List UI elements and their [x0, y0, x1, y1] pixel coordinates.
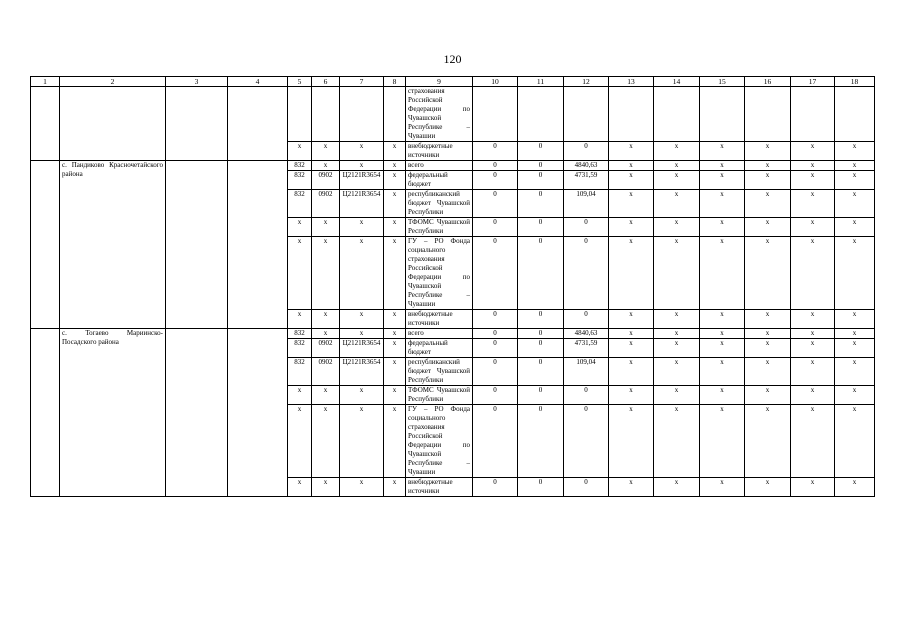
cell-target-code: Ц2121R3654: [340, 171, 384, 190]
cell-col14: х: [654, 329, 700, 339]
cell-col14: х: [654, 405, 700, 478]
cell-col17: х: [791, 237, 835, 310]
cell-funding-source: республиканский бюджет Чувашской Республики: [406, 190, 473, 218]
cell-target-code: Ц2121R3654: [340, 190, 384, 218]
header-cell-12: 12: [564, 77, 609, 87]
cell-admin-code: х: [288, 218, 312, 237]
cell-col16: х: [745, 190, 791, 218]
cell-admin-code: х: [288, 142, 312, 161]
cell-col18: [835, 87, 875, 142]
cell-col18: х: [835, 358, 875, 386]
cell-funding-source: федеральный бюджет: [406, 171, 473, 190]
cell-col10: 0: [473, 339, 518, 358]
cell-col12: 109,04: [564, 190, 609, 218]
cell-col18: х: [835, 329, 875, 339]
header-cell-16: 16: [745, 77, 791, 87]
cell-target-code: х: [340, 478, 384, 497]
cell-col14: х: [654, 161, 700, 171]
cell-col11: 0: [518, 190, 564, 218]
cell-col13: х: [609, 237, 654, 310]
cell-col11: 0: [518, 237, 564, 310]
cell-col15: х: [700, 142, 745, 161]
header-cell-10: 10: [473, 77, 518, 87]
cell-col18: х: [835, 161, 875, 171]
cell-section-code: х: [312, 478, 340, 497]
cell-col11: 0: [518, 310, 564, 329]
cell-expense-type: х: [384, 218, 406, 237]
cell-col18: х: [835, 386, 875, 405]
cell-col18: х: [835, 218, 875, 237]
cell-admin-code: х: [288, 237, 312, 310]
cell-col11: 0: [518, 339, 564, 358]
header-cell-3: 3: [166, 77, 228, 87]
cell-admin-code: [288, 87, 312, 142]
header-cell-6: 6: [312, 77, 340, 87]
cell-admin-code: 832: [288, 171, 312, 190]
cell-col16: х: [745, 171, 791, 190]
cell-section-code: х: [312, 310, 340, 329]
cell-col15: х: [700, 237, 745, 310]
cell-col16: х: [745, 329, 791, 339]
cell-col13: х: [609, 161, 654, 171]
cell-target-code: х: [340, 161, 384, 171]
cell-col1: [31, 87, 60, 161]
cell-section-code: 0902: [312, 339, 340, 358]
cell-expense-type: х: [384, 386, 406, 405]
cell-section-code: х: [312, 386, 340, 405]
cell-col16: х: [745, 339, 791, 358]
cell-col12: 0: [564, 142, 609, 161]
header-cell-11: 11: [518, 77, 564, 87]
cell-col16: х: [745, 478, 791, 497]
cell-admin-code: 832: [288, 161, 312, 171]
locality-name: с. Тогаево Мариинско-Посадского района: [60, 329, 166, 497]
cell-section-code: 0902: [312, 190, 340, 218]
header-cell-4: 4: [228, 77, 288, 87]
cell-admin-code: х: [288, 386, 312, 405]
cell-expense-type: [384, 87, 406, 142]
cell-col13: х: [609, 405, 654, 478]
cell-col10: 0: [473, 171, 518, 190]
header-cell-2: 2: [60, 77, 166, 87]
cell-expense-type: х: [384, 478, 406, 497]
cell-col12: 4840,63: [564, 329, 609, 339]
cell-expense-type: х: [384, 190, 406, 218]
header-cell-1: 1: [31, 77, 60, 87]
cell-col10: 0: [473, 190, 518, 218]
cell-col14: х: [654, 218, 700, 237]
cell-col15: [700, 87, 745, 142]
cell-col14: х: [654, 190, 700, 218]
cell-col11: 0: [518, 218, 564, 237]
cell-col12: 4840,63: [564, 161, 609, 171]
cell-col4: [228, 161, 288, 329]
cell-col17: х: [791, 405, 835, 478]
cell-col11: 0: [518, 142, 564, 161]
cell-col13: х: [609, 329, 654, 339]
cell-expense-type: х: [384, 339, 406, 358]
cell-col13: х: [609, 478, 654, 497]
cell-col14: [654, 87, 700, 142]
cell-col17: х: [791, 339, 835, 358]
cell-expense-type: х: [384, 161, 406, 171]
cell-section-code: х: [312, 218, 340, 237]
header-cell-8: 8: [384, 77, 406, 87]
cell-col15: х: [700, 171, 745, 190]
header-cell-18: 18: [835, 77, 875, 87]
cell-expense-type: х: [384, 329, 406, 339]
cell-col10: [473, 87, 518, 142]
cell-section-code: х: [312, 161, 340, 171]
cell-funding-source: ТФОМС Чувашской Республики: [406, 386, 473, 405]
cell-col17: х: [791, 310, 835, 329]
table-row: [31, 87, 875, 142]
cell-col13: х: [609, 142, 654, 161]
cell-col13: х: [609, 310, 654, 329]
cell-col12: 109,04: [564, 358, 609, 386]
cell-target-code: х: [340, 237, 384, 310]
cell-col10: 0: [473, 161, 518, 171]
cell-funding-source: всего: [406, 329, 473, 339]
cell-target-code: Ц2121R3654: [340, 339, 384, 358]
cell-target-code: х: [340, 310, 384, 329]
cell-col16: х: [745, 358, 791, 386]
cell-funding-source: внебюджетные источники: [406, 310, 473, 329]
cell-target-code: х: [340, 329, 384, 339]
cell-expense-type: х: [384, 405, 406, 478]
cell-col18: х: [835, 237, 875, 310]
cell-col13: х: [609, 190, 654, 218]
cell-expense-type: х: [384, 237, 406, 310]
cell-target-code: х: [340, 386, 384, 405]
locality-name: с. Пандиково Красночетайского района: [60, 161, 166, 329]
cell-col12: 4731,59: [564, 171, 609, 190]
header-cell-15: 15: [700, 77, 745, 87]
cell-col11: 0: [518, 329, 564, 339]
cell-col14: х: [654, 310, 700, 329]
header-cell-7: 7: [340, 77, 384, 87]
cell-col15: х: [700, 386, 745, 405]
header-cell-5: 5: [288, 77, 312, 87]
cell-section-code: х: [312, 237, 340, 310]
cell-expense-type: х: [384, 171, 406, 190]
cell-funding-source: республиканский бюджет Чувашской Республики: [406, 358, 473, 386]
cell-col10: 0: [473, 386, 518, 405]
cell-col11: [518, 87, 564, 142]
cell-expense-type: х: [384, 358, 406, 386]
cell-target-code: Ц2121R3654: [340, 358, 384, 386]
cell-col17: х: [791, 190, 835, 218]
cell-col4: [228, 87, 288, 161]
cell-col15: х: [700, 358, 745, 386]
header-cell-17: 17: [791, 77, 835, 87]
cell-col10: 0: [473, 358, 518, 386]
cell-col15: х: [700, 218, 745, 237]
cell-col13: х: [609, 386, 654, 405]
cell-admin-code: х: [288, 310, 312, 329]
header-cell-9: 9: [406, 77, 473, 87]
cell-col15: х: [700, 310, 745, 329]
cell-col16: [745, 87, 791, 142]
cell-target-code: х: [340, 218, 384, 237]
cell-col18: х: [835, 339, 875, 358]
cell-col11: 0: [518, 171, 564, 190]
cell-admin-code: 832: [288, 339, 312, 358]
cell-col15: х: [700, 161, 745, 171]
cell-col16: х: [745, 161, 791, 171]
cell-col13: х: [609, 218, 654, 237]
cell-col13: х: [609, 171, 654, 190]
cell-col17: х: [791, 358, 835, 386]
cell-col11: 0: [518, 405, 564, 478]
cell-col18: х: [835, 142, 875, 161]
cell-col14: х: [654, 358, 700, 386]
cell-col16: х: [745, 386, 791, 405]
cell-funding-source: внебюджетные источники: [406, 478, 473, 497]
cell-col16: х: [745, 237, 791, 310]
cell-target-code: х: [340, 142, 384, 161]
cell-funding-source: ГУ – РО Фонда социального страхования Российской Федерации по Чувашской Республике – Чувашии: [406, 405, 473, 478]
cell-col12: 4731,59: [564, 339, 609, 358]
cell-col14: х: [654, 339, 700, 358]
cell-admin-code: 832: [288, 358, 312, 386]
cell-col18: х: [835, 190, 875, 218]
cell-col11: 0: [518, 386, 564, 405]
cell-funding-source: всего: [406, 161, 473, 171]
cell-section-code: 0902: [312, 171, 340, 190]
cell-col10: 0: [473, 310, 518, 329]
cell-col3: [166, 329, 228, 497]
budget-table: [30, 76, 875, 497]
cell-col12: 0: [564, 478, 609, 497]
cell-locality: [60, 87, 166, 161]
cell-col17: х: [791, 218, 835, 237]
cell-col11: 0: [518, 161, 564, 171]
cell-admin-code: х: [288, 405, 312, 478]
cell-funding-source: страхования Российской Федерации по Чувашской Республике – Чувашии: [406, 87, 473, 142]
cell-funding-source: ТФОМС Чувашской Республики: [406, 218, 473, 237]
cell-admin-code: 832: [288, 190, 312, 218]
cell-section-code: 0902: [312, 358, 340, 386]
cell-col18: х: [835, 405, 875, 478]
cell-funding-source: ГУ – РО Фонда социального страхования Российской Федерации по Чувашской Республике – Чувашии: [406, 237, 473, 310]
cell-admin-code: 832: [288, 329, 312, 339]
cell-expense-type: х: [384, 310, 406, 329]
cell-col17: [791, 87, 835, 142]
cell-col15: х: [700, 329, 745, 339]
cell-col10: 0: [473, 329, 518, 339]
cell-funding-source: внебюджетные источники: [406, 142, 473, 161]
cell-target-code: х: [340, 405, 384, 478]
cell-col13: х: [609, 339, 654, 358]
cell-col10: 0: [473, 218, 518, 237]
page-number: 120: [443, 52, 462, 66]
header-row: [31, 77, 875, 87]
cell-col17: х: [791, 329, 835, 339]
cell-col15: х: [700, 478, 745, 497]
cell-col14: х: [654, 478, 700, 497]
cell-col1: [31, 329, 60, 497]
cell-col18: х: [835, 171, 875, 190]
cell-col16: х: [745, 310, 791, 329]
cell-col14: х: [654, 237, 700, 310]
cell-section-code: х: [312, 142, 340, 161]
header-cell-13: 13: [609, 77, 654, 87]
cell-col10: 0: [473, 405, 518, 478]
cell-funding-source: федеральный бюджет: [406, 339, 473, 358]
cell-col4: [228, 329, 288, 497]
cell-col16: х: [745, 405, 791, 478]
cell-col18: х: [835, 478, 875, 497]
cell-col13: х: [609, 358, 654, 386]
cell-col14: х: [654, 142, 700, 161]
cell-col13: [609, 87, 654, 142]
cell-col10: 0: [473, 142, 518, 161]
cell-admin-code: х: [288, 478, 312, 497]
cell-col12: 0: [564, 310, 609, 329]
header-cell-14: 14: [654, 77, 700, 87]
cell-col12: [564, 87, 609, 142]
cell-col11: 0: [518, 478, 564, 497]
cell-col15: х: [700, 190, 745, 218]
cell-col17: х: [791, 171, 835, 190]
cell-col15: х: [700, 339, 745, 358]
cell-col10: 0: [473, 237, 518, 310]
cell-section-code: х: [312, 329, 340, 339]
cell-col17: х: [791, 478, 835, 497]
cell-col18: х: [835, 310, 875, 329]
cell-col12: 0: [564, 237, 609, 310]
cell-expense-type: х: [384, 142, 406, 161]
cell-col14: х: [654, 386, 700, 405]
cell-col12: 0: [564, 218, 609, 237]
cell-col12: 0: [564, 405, 609, 478]
cell-col16: х: [745, 142, 791, 161]
cell-col10: 0: [473, 478, 518, 497]
cell-target-code: [340, 87, 384, 142]
cell-col1: [31, 161, 60, 329]
cell-col17: х: [791, 161, 835, 171]
table-row: [31, 329, 875, 339]
cell-col12: 0: [564, 386, 609, 405]
cell-col17: х: [791, 142, 835, 161]
cell-col14: х: [654, 171, 700, 190]
cell-col11: 0: [518, 358, 564, 386]
cell-col16: х: [745, 218, 791, 237]
cell-col3: [166, 87, 228, 161]
table-row: [31, 161, 875, 171]
cell-col3: [166, 161, 228, 329]
cell-col15: х: [700, 405, 745, 478]
cell-section-code: [312, 87, 340, 142]
cell-col17: х: [791, 386, 835, 405]
cell-section-code: х: [312, 405, 340, 478]
